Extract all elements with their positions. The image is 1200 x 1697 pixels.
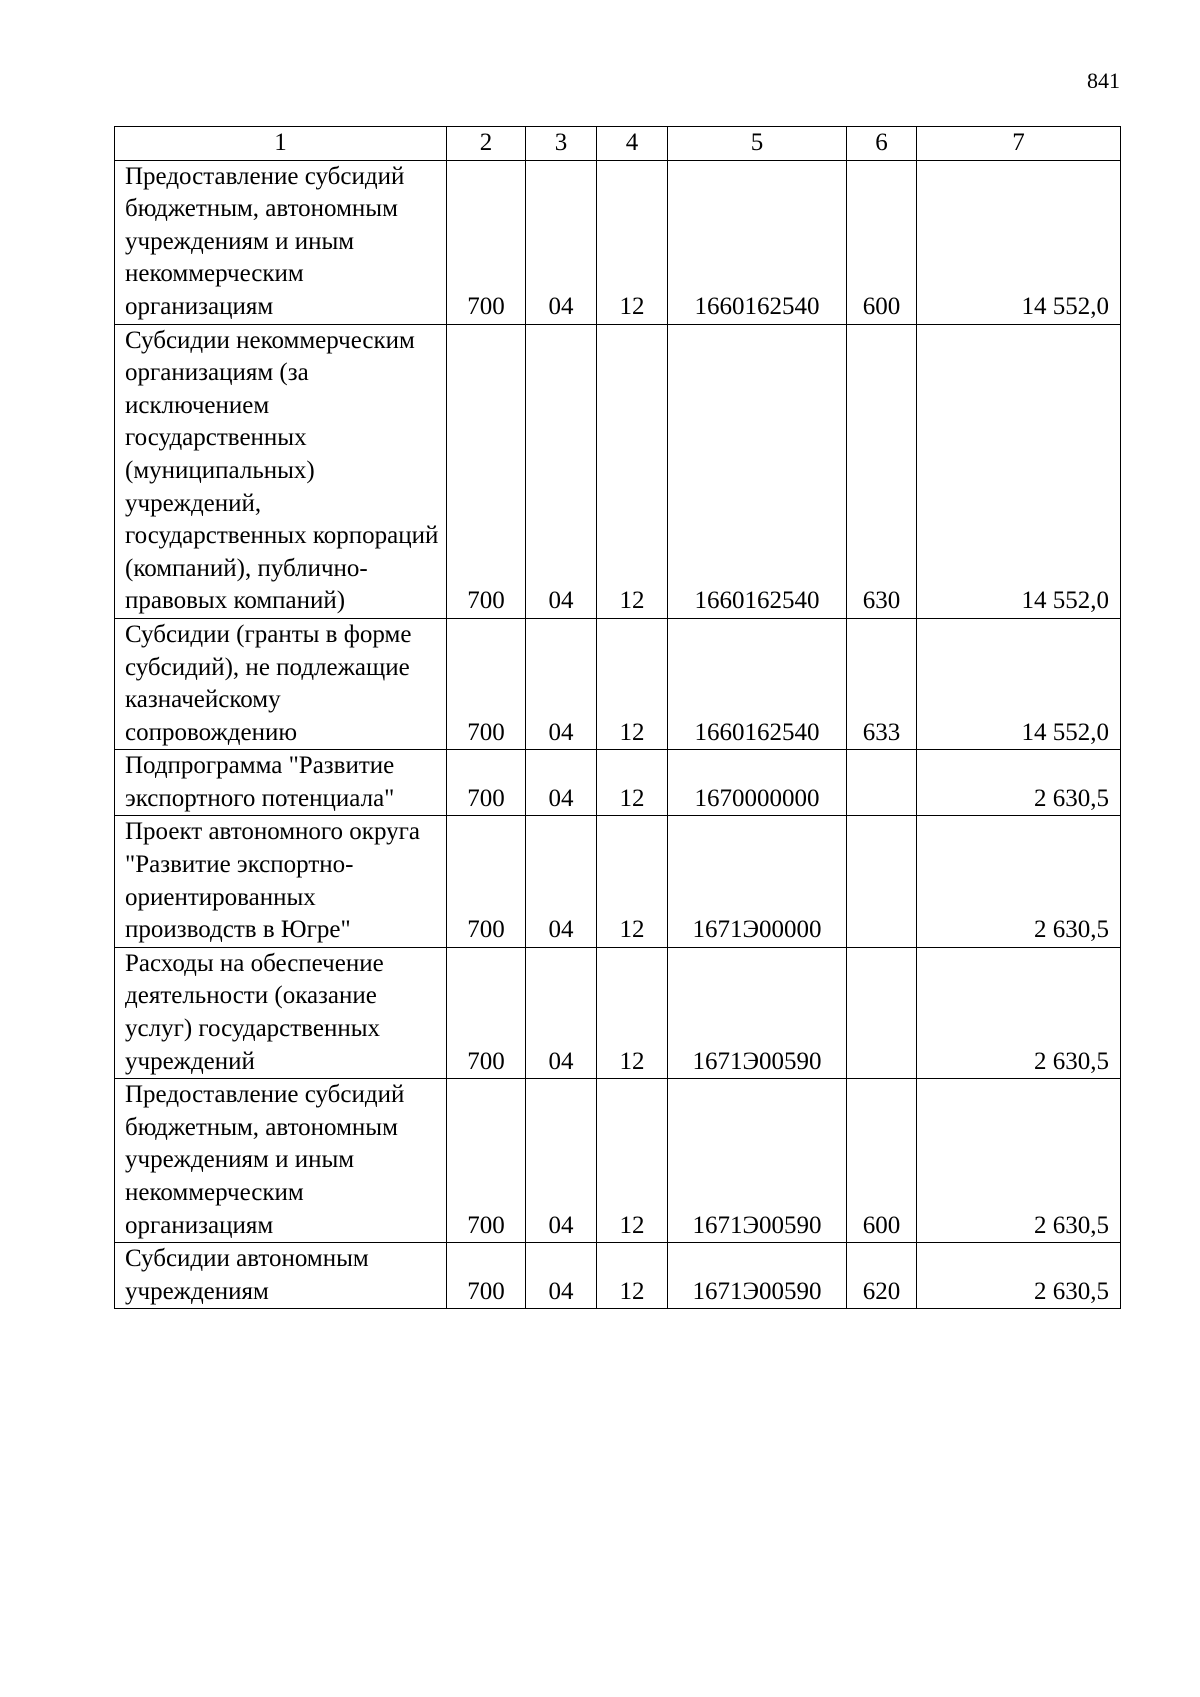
amount-cell: 2 630,5 — [917, 816, 1121, 947]
column-header: 3 — [526, 127, 597, 161]
subsection-code-cell: 12 — [597, 947, 668, 1078]
ministry-code-cell: 700 — [447, 816, 526, 947]
expense-type-cell: 630 — [847, 324, 917, 618]
amount-cell: 14 552,0 — [917, 324, 1121, 618]
table-row — [115, 1079, 1121, 1243]
ministry-code-cell: 700 — [447, 324, 526, 618]
section-code-cell: 04 — [526, 947, 597, 1078]
table-row — [115, 1243, 1121, 1309]
ministry-code-cell: 700 — [447, 1243, 526, 1309]
target-article-cell: 1671Э00000 — [668, 816, 847, 947]
table-header-row — [115, 127, 1121, 161]
ministry-code-cell: 700 — [447, 947, 526, 1078]
budget-table-body — [115, 127, 1121, 1309]
expense-name-cell: Субсидии некоммерческим организациям (за исключением государственных (муниципальных) учреждений, государственных корпораций (компаний), публично-правовых компаний) — [115, 324, 447, 618]
table-row — [115, 324, 1121, 618]
subsection-code-cell: 12 — [597, 618, 668, 749]
expense-type-cell — [847, 750, 917, 816]
target-article-cell: 1671Э00590 — [668, 1243, 847, 1309]
expense-name-cell: Субсидии автономным учреждениям — [115, 1243, 447, 1309]
column-header: 4 — [597, 127, 668, 161]
subsection-code-cell: 12 — [597, 816, 668, 947]
subsection-code-cell: 12 — [597, 160, 668, 324]
subsection-code-cell: 12 — [597, 750, 668, 816]
amount-cell: 2 630,5 — [917, 1079, 1121, 1243]
ministry-code-cell: 700 — [447, 750, 526, 816]
table-row — [115, 750, 1121, 816]
subsection-code-cell: 12 — [597, 324, 668, 618]
expense-type-cell: 600 — [847, 1079, 917, 1243]
column-header: 2 — [447, 127, 526, 161]
expense-name-cell: Подпрограмма "Развитие экспортного потенциала" — [115, 750, 447, 816]
subsection-code-cell: 12 — [597, 1079, 668, 1243]
expense-name-cell: Проект автономного округа "Развитие экспортно-ориентированных производств в Югре" — [115, 816, 447, 947]
section-code-cell: 04 — [526, 1079, 597, 1243]
section-code-cell: 04 — [526, 160, 597, 324]
expense-name-cell: Предоставление субсидий бюджетным, автономным учреждениям и иным некоммерческим организациям — [115, 1079, 447, 1243]
column-header: 6 — [847, 127, 917, 161]
amount-cell: 2 630,5 — [917, 1243, 1121, 1309]
ministry-code-cell: 700 — [447, 160, 526, 324]
target-article-cell: 1670000000 — [668, 750, 847, 816]
ministry-code-cell: 700 — [447, 1079, 526, 1243]
table-row — [115, 947, 1121, 1078]
target-article-cell: 1671Э00590 — [668, 947, 847, 1078]
section-code-cell: 04 — [526, 324, 597, 618]
column-header: 5 — [668, 127, 847, 161]
target-article-cell: 1660162540 — [668, 618, 847, 749]
table-row — [115, 160, 1121, 324]
expense-name-cell: Субсидии (гранты в форме субсидий), не подлежащие казначейскому сопровождению — [115, 618, 447, 749]
section-code-cell: 04 — [526, 1243, 597, 1309]
expense-type-cell — [847, 947, 917, 1078]
amount-cell: 2 630,5 — [917, 750, 1121, 816]
column-header: 1 — [115, 127, 447, 161]
budget-table — [114, 126, 1121, 1309]
target-article-cell: 1671Э00590 — [668, 1079, 847, 1243]
amount-cell: 2 630,5 — [917, 947, 1121, 1078]
ministry-code-cell: 700 — [447, 618, 526, 749]
column-header: 7 — [917, 127, 1121, 161]
amount-cell: 14 552,0 — [917, 160, 1121, 324]
amount-cell: 14 552,0 — [917, 618, 1121, 749]
section-code-cell: 04 — [526, 750, 597, 816]
section-code-cell: 04 — [526, 618, 597, 749]
table-row — [115, 816, 1121, 947]
expense-type-cell: 600 — [847, 160, 917, 324]
expense-type-cell: 633 — [847, 618, 917, 749]
expense-type-cell: 620 — [847, 1243, 917, 1309]
target-article-cell: 1660162540 — [668, 160, 847, 324]
table-row — [115, 618, 1121, 749]
section-code-cell: 04 — [526, 816, 597, 947]
subsection-code-cell: 12 — [597, 1243, 668, 1309]
expense-name-cell: Предоставление субсидий бюджетным, автономным учреждениям и иным некоммерческим организациям — [115, 160, 447, 324]
expense-type-cell — [847, 816, 917, 947]
target-article-cell: 1660162540 — [668, 324, 847, 618]
page-number: 841 — [1087, 68, 1120, 93]
expense-name-cell: Расходы на обеспечение деятельности (оказание услуг) государственных учреждений — [115, 947, 447, 1078]
